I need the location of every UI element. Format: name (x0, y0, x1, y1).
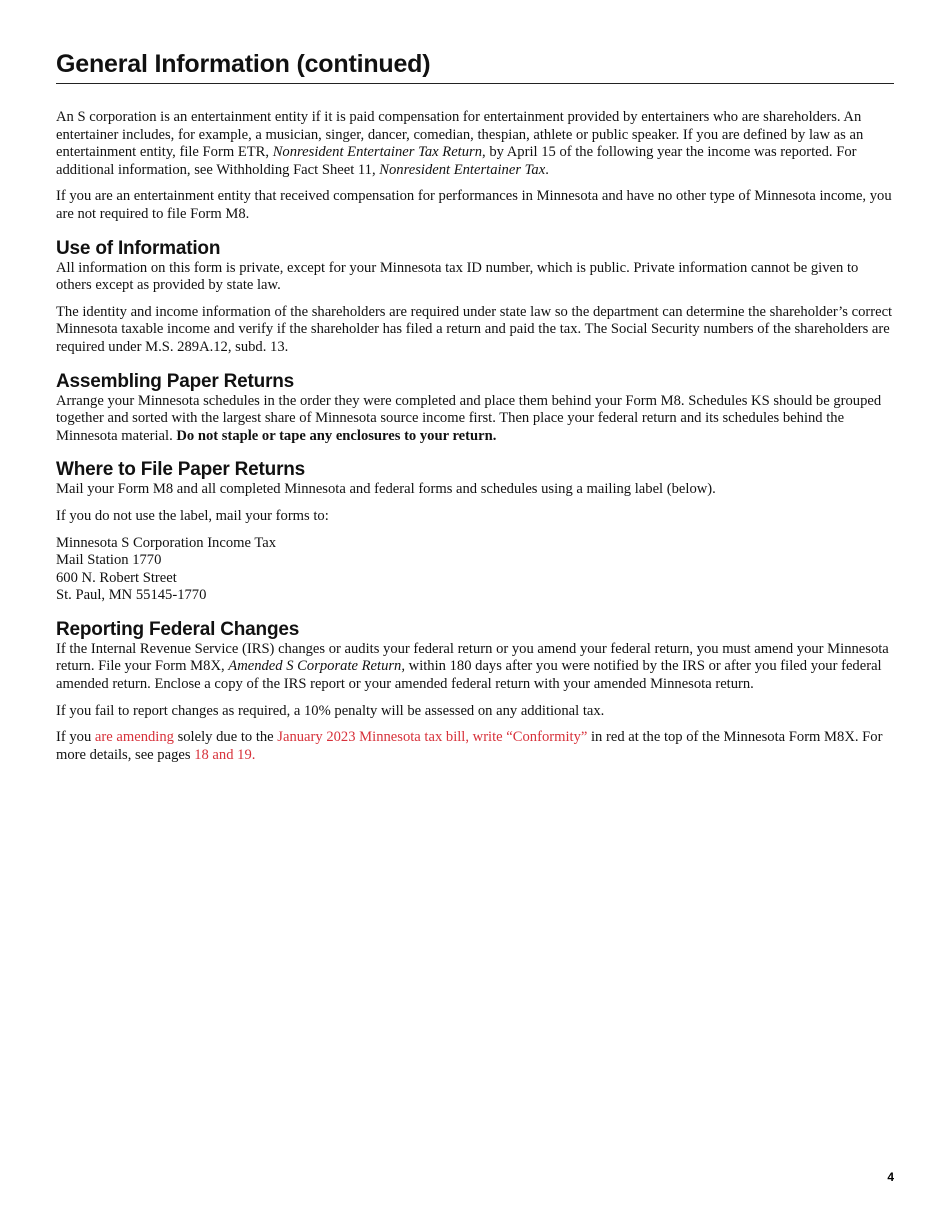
mailing-address (56, 535, 894, 605)
assembling-paragraph: Arrange your Minnesota schedules in the order they were completed and place them behind your Form M8. Schedules KS should be grouped together and sorted with the largest share of Minnesota source income first. Then place your federal return and its schedules behind the Minnesota material. Do not staple or tape any enclosures to your return. (56, 392, 882, 444)
page-number: 4 (887, 1170, 894, 1184)
address-line: St. Paul, MN 55145-1770 (56, 587, 207, 604)
address-line: Minnesota S Corporation Income Tax (56, 534, 277, 551)
federal-changes-paragraph-2: If you fail to report changes as required, a 10% penalty will be assessed on any additional tax. (56, 702, 605, 719)
address-line: Mail Station 1770 (56, 552, 162, 569)
where-to-file-paragraph-1: Mail your Form M8 and all completed Minnesota and federal forms and schedules using a mailing label (below). (56, 481, 716, 498)
page-title: General Information (continued) (56, 48, 894, 84)
use-of-information-paragraph-1: All information on this form is private, except for your Minnesota tax ID number, which is public. Private information cannot be given to others except as provided by state law. (56, 259, 859, 294)
intro-paragraph-1: An S corporation is an entertainment entity if it is paid compensation for entertainment provided by entertainers who are shareholders. An entertainer includes, for example, a musician, singer, dancer, comedian, thespian, athlete or public speaker. If you are defined by law as an entertainment entity, file Form ETR, Nonresident Entertainer Tax Return, by April 15 of the following year the income was reported. For additional information, see Withholding Fact Sheet 11, Nonresident Entertainer Tax. (56, 109, 864, 178)
use-of-information-heading: Use of Information (56, 237, 221, 259)
address-line: 600 N. Robert Street (56, 569, 177, 586)
use-of-information-paragraph-2: The identity and income information of the shareholders are required under state law so the department can determine the shareholder’s correct Minnesota taxable income and verify if the shareholder has filed a return and paid the tax. The Social Security numbers of the shareholders are required under M.S. 289A.12, subd. 13. (56, 303, 893, 355)
document-page (56, 48, 894, 764)
federal-changes-paragraph-3: If you are amending solely due to the January 2023 Minnesota tax bill, write “Conformity” in red at the top of the Minnesota Form M8X. For more details, see pages 18 and 19. (56, 729, 883, 763)
page-reference-link[interactable]: 18 and 19. (194, 746, 256, 763)
federal-changes-heading: Reporting Federal Changes (56, 618, 300, 640)
assembling-heading: Assembling Paper Returns (56, 370, 295, 392)
where-to-file-heading: Where to File Paper Returns (56, 459, 306, 481)
federal-changes-paragraph-1: If the Internal Revenue Service (IRS) changes or audits your federal return or you amend your federal return, you must amend your Minnesota return. File your Form M8X, Amended S Corporate Return, within 180 days after you were notified by the IRS or after you filed your federal amended return. Enclose a copy of the IRS report or your amended federal return with your amended Minnesota return. (56, 640, 889, 693)
highlighted-text: January 2023 Minnesota tax bill, write “Conformity” (277, 729, 588, 746)
highlighted-text: are amending (94, 729, 174, 746)
intro-paragraph-2: If you are an entertainment entity that received compensation for performances in Minnesota and have no other type of Minnesota income, you are not required to file Form M8. (56, 188, 892, 222)
where-to-file-paragraph-2: If you do not use the label, mail your forms to: (56, 507, 329, 524)
